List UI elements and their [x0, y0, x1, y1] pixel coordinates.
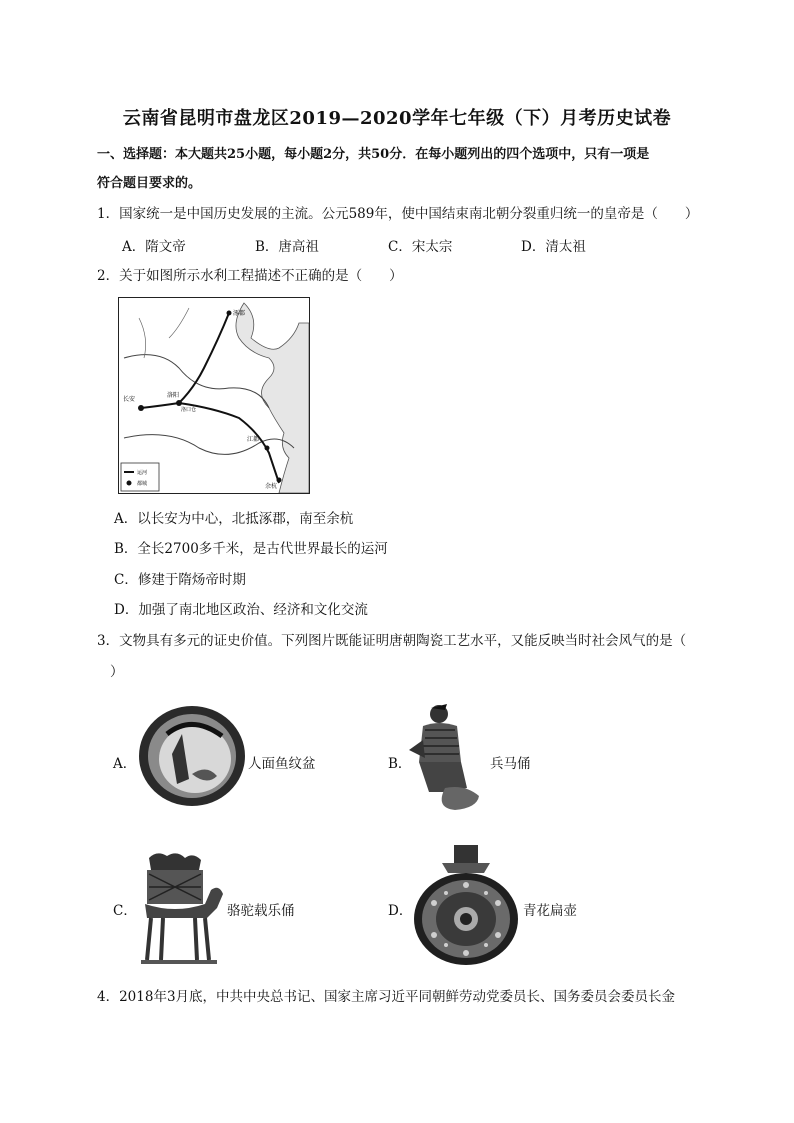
changan-marker [138, 405, 144, 411]
q3-letter-b: B． [388, 756, 412, 772]
q1-option-c: C．宋太宗 [388, 239, 453, 255]
map-label-luoyang: 洛阳 [167, 392, 180, 399]
q3-caption-a: 人面鱼纹盆 [248, 756, 316, 772]
question-4-stem: 4．2018年3月底，中共中央总书记、国家主席习近平同朝鲜劳动党委员长、国务委员会委员长金 [97, 989, 676, 1005]
q1-option-b: B．唐高祖 [255, 239, 319, 255]
question-1-stem: 1．国家统一是中国历史发展的主流。公元589年，使中国结束南北朝分裂重归统一的皇帝是（ ） [97, 206, 699, 222]
q1-option-d: D．清太祖 [521, 239, 586, 255]
camel-musicians-figurine-image [137, 848, 225, 966]
q3-caption-d: 青花扁壶 [523, 903, 577, 919]
q1-option-a: A．隋文帝 [122, 239, 186, 255]
q2-option-a: A．以长安为中心，北抵涿郡，南至余杭 [114, 511, 354, 527]
blue-white-flask-image [412, 843, 520, 967]
q2-option-d: D．加强了南北地区政治、经济和文化交流 [114, 602, 368, 618]
yuhang-marker [277, 478, 282, 483]
question-3-stem-line1: 3．文物具有多元的证史价值。下列图片既能证明唐朝陶瓷工艺水平，又能反映当时社会风气的是（ [97, 633, 687, 649]
q3-letter-c: C． [113, 903, 137, 919]
q2-option-c: C．修建于隋炀帝时期 [114, 572, 246, 588]
fish-pattern-basin-image [137, 704, 247, 808]
question-2-stem: 2．关于如图所示水利工程描述不正确的是（ ） [97, 268, 403, 284]
map-drawing [119, 298, 309, 493]
q3-caption-b: 兵马俑 [490, 756, 531, 772]
zhuojun-marker [227, 311, 232, 316]
luoyang-marker [176, 400, 182, 406]
map-label-changan: 长安 [123, 396, 136, 403]
section-instruction-line1: 一、选择题：本大题共25小题，每小题2分，共50分．在每小题列出的四个选项中，只有一项是 [97, 147, 650, 162]
jiangdu-marker [265, 446, 270, 451]
page-title: 云南省昆明市盘龙区2019—2020学年七年级（下）月考历史试卷 [122, 108, 672, 129]
map-label-jiangdu: 江都 [247, 436, 260, 443]
q3-letter-d: D． [388, 903, 413, 919]
terracotta-warrior-image [405, 700, 487, 815]
q3-letter-a: A． [113, 756, 137, 772]
grand-canal-map [118, 297, 310, 494]
map-label-yuhang: 余杭 [265, 483, 278, 490]
legend-canal: 运河 [137, 470, 148, 476]
map-label-zhuojun: 涿郡 [233, 310, 246, 317]
q2-option-b: B．全长2700多千米，是古代世界最长的运河 [114, 541, 388, 557]
legend-capital: 都城 [137, 481, 148, 487]
question-1-options [122, 235, 702, 255]
q3-caption-c: 骆驼载乐俑 [227, 903, 295, 919]
question-3-stem-line2: ） [110, 664, 124, 680]
section-instruction-line2: 符合题目要求的。 [97, 176, 202, 191]
map-label-luokoucang: 洛口仓 [181, 407, 197, 413]
